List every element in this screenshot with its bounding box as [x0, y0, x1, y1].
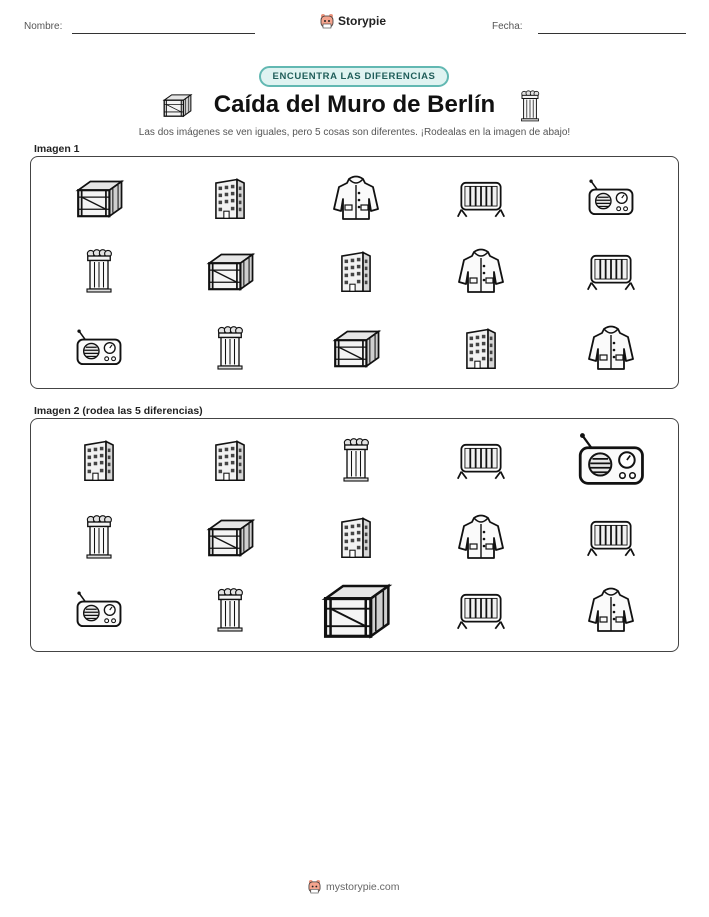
building-icon: [212, 176, 248, 220]
crate-icon: [330, 326, 382, 370]
picture-cell: [586, 250, 636, 292]
picture-cell: [73, 176, 125, 220]
picture-cell[interactable]: [456, 589, 506, 631]
picture-cell[interactable]: [578, 431, 645, 489]
crate-icon: [204, 515, 256, 559]
footer: [308, 879, 400, 894]
brand-name: Storypie: [338, 14, 387, 28]
radio-icon: [578, 431, 645, 489]
barrier-icon: [456, 177, 506, 219]
building-icon: [463, 326, 499, 370]
storypie-mascot-icon: [320, 13, 334, 29]
picture-cell[interactable]: [81, 438, 117, 482]
picture-cell[interactable]: [456, 439, 506, 481]
crate-icon: [204, 249, 256, 293]
picture-cell: [338, 249, 374, 293]
picture-cell: [84, 248, 114, 294]
image1-label: Imagen 1: [34, 143, 80, 155]
picture-cell: [588, 178, 634, 218]
building-icon: [338, 515, 374, 559]
pillar-icon: [215, 325, 245, 371]
picture-cell[interactable]: [586, 585, 636, 635]
coat-icon: [586, 585, 636, 635]
picture-cell: [456, 246, 506, 296]
coat-icon: [331, 173, 381, 223]
picture-cell[interactable]: [204, 515, 256, 559]
pillar-icon: [519, 90, 541, 122]
name-field[interactable]: [72, 33, 255, 34]
picture-cell[interactable]: [84, 514, 114, 560]
picture-cell: [215, 325, 245, 371]
picture-cell: [586, 323, 636, 373]
image1-grid: [31, 157, 678, 388]
picture-cell: [76, 328, 122, 368]
barrier-icon: [586, 516, 636, 558]
image2-label: Imagen 2 (rodea las 5 diferencias): [34, 405, 203, 417]
picture-cell: [331, 173, 381, 223]
date-label: Fecha:: [492, 21, 523, 32]
pillar-icon: [215, 587, 245, 633]
barrier-icon: [586, 250, 636, 292]
building-icon: [81, 438, 117, 482]
barrier-icon: [456, 439, 506, 481]
image1-panel: [30, 156, 679, 389]
picture-cell: [204, 249, 256, 293]
picture-cell[interactable]: [338, 515, 374, 559]
picture-cell[interactable]: [318, 578, 393, 642]
image2-panel[interactable]: [30, 418, 679, 652]
pillar-icon: [84, 248, 114, 294]
coat-icon: [456, 246, 506, 296]
footer-url: mystorypie.com: [326, 880, 400, 893]
picture-cell[interactable]: [212, 438, 248, 482]
page-title: Caída del Muro de Berlín: [213, 91, 496, 118]
crate-icon: [318, 578, 393, 642]
radio-icon: [588, 178, 634, 218]
picture-cell[interactable]: [76, 590, 122, 630]
picture-cell[interactable]: [456, 512, 506, 562]
coat-icon: [456, 512, 506, 562]
picture-cell: [456, 177, 506, 219]
barrier-icon: [456, 589, 506, 631]
radio-icon: [76, 328, 122, 368]
picture-cell: [212, 176, 248, 220]
crate-icon: [73, 176, 125, 220]
name-label: Nombre:: [24, 21, 63, 32]
picture-cell: [330, 326, 382, 370]
building-icon: [338, 249, 374, 293]
picture-cell: [463, 326, 499, 370]
instructions: Las dos imágenes se ven iguales, pero 5 cosas son diferentes. ¡Rodealas en la imagen de abajo!: [138, 127, 571, 138]
brand-logo: [320, 13, 386, 29]
radio-icon: [76, 590, 122, 630]
date-field[interactable]: [538, 33, 686, 34]
picture-cell[interactable]: [341, 437, 371, 483]
storypie-mascot-icon: [308, 879, 321, 894]
pillar-icon: [341, 437, 371, 483]
picture-cell[interactable]: [215, 587, 245, 633]
activity-badge: ENCUENTRA LAS DIFERENCIAS: [259, 66, 449, 87]
pillar-icon: [84, 514, 114, 560]
building-icon: [212, 438, 248, 482]
image2-grid: [31, 419, 678, 651]
picture-cell[interactable]: [586, 516, 636, 558]
coat-icon: [586, 323, 636, 373]
